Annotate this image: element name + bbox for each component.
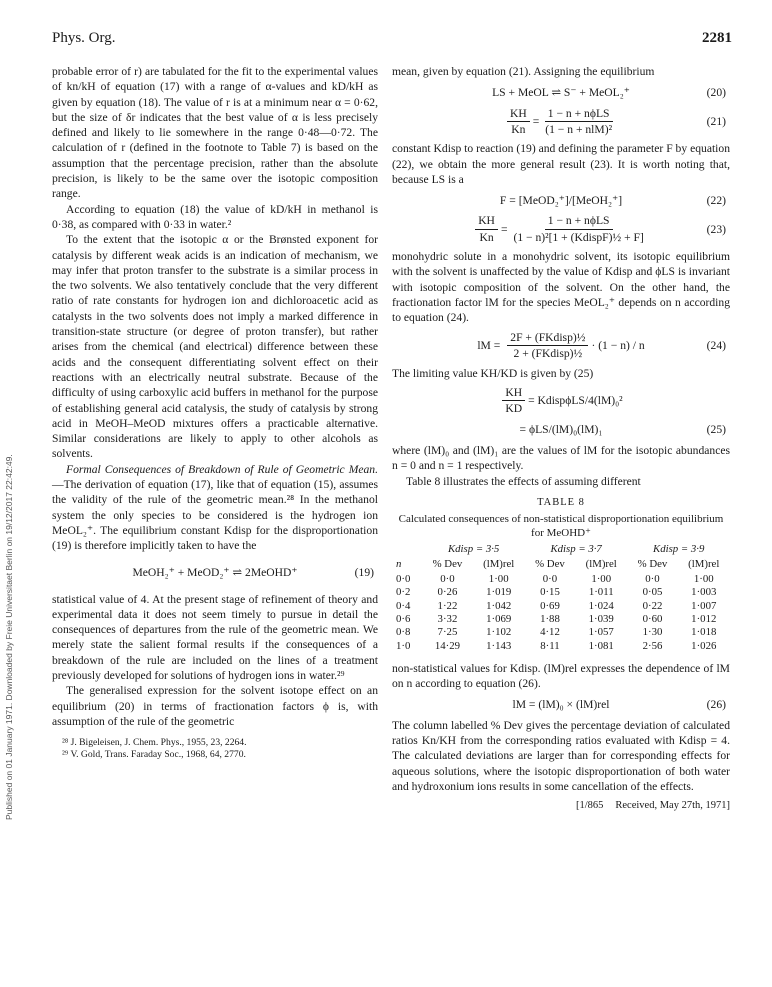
equation-number: (20)	[706, 85, 726, 99]
table-row	[392, 573, 730, 586]
column-header: n	[396, 558, 402, 571]
table-row	[392, 640, 730, 653]
paragraph-text: —The derivation of equation (17), like that of equation (15), assumes the validity of the rule of the geometric mean.²⁸ In the methanol system the only species to be considered is the hydrogen ion MeOL₂⁺. The equilibrium constant Kdisp for the disproportionation (19) is therefore implicitly taken to have the	[52, 478, 378, 553]
table-cell: 0·22	[642, 599, 663, 612]
paragraph: mean, given by equation (21). Assigning the equilibrium	[392, 65, 655, 78]
download-notice: Published on 01 January 1971. Downloaded by Freie Universitaet Berlin on 19/12/2017 22:42:49.	[4, 454, 14, 820]
table-cell: 1·88	[540, 612, 560, 625]
numerator: 2F + (FKdisp)½	[507, 330, 588, 346]
table-cell: 1·0	[396, 639, 411, 652]
equation-tail: · (1 − n) / n	[591, 339, 645, 353]
table-row	[392, 600, 730, 613]
paragraph: According to equation (18) the value of kD/kH in methanol is 0·38, as compared with 0·33 in water.²	[52, 202, 378, 231]
column-header: % Dev	[535, 558, 565, 571]
equation-expression: MeOH₂⁺ + MeOD₂⁺ ⇌ 2MeOHD⁺	[132, 565, 298, 579]
equation-19	[52, 564, 378, 582]
equation-expression: LS + MeOL ⇌ S⁻ + MeOL₂⁺	[492, 85, 630, 99]
paragraph: statistical value of 4. At the present stage of refinement of theory and experimental data it does not seem timely to pursue in detail the consequences of departures from the rule of the geometric mean. We merely state the salient formal results if the consequences of a breakdown of the rule are included on the lines of a treatment previously developed for solutions of hydrogen ions in water.²⁹	[52, 592, 378, 682]
column-header: (lM)rel	[688, 558, 720, 571]
table-cell: 1·22	[437, 599, 458, 612]
paragraph: where (lM)₀ and (lM)₁ are the values of lM for the isotopic abundances n = 0 and n = 1 respectively.	[392, 443, 730, 473]
table-cell: 1·00	[693, 572, 714, 585]
table-caption: Calculated consequences of non-statistical disproportionation equilibrium for MeOHD⁺	[398, 513, 724, 540]
table-cell: 1·081	[588, 639, 614, 652]
equation-number: (19)	[354, 565, 374, 579]
table-cell: 1·00	[591, 572, 612, 585]
equation-number: (21)	[706, 114, 726, 128]
page-number: 2281	[702, 30, 732, 46]
column-header: % Dev	[432, 558, 463, 571]
paragraph: probable error of r) are tabulated for the fit to the experimental values of kn/kH of equation (17) with a range of α-values and kD/kH as given by equation (18). The value of r is at a minimum near α = 0·62, but the size of δr indicates that the best value of α is less precisely defined and likely to lie somewhere in the range 0·48—0·72. The calculation of r (defined in the footnote to Table 7) is based on the assumption that the percentage precision, rather than the absolute precision, is likely to be the same over the isotopic composition range.	[52, 65, 378, 201]
table-cell: 0·8	[396, 626, 411, 639]
denominator: (1 − n + nlM)²	[545, 122, 613, 136]
table-row	[392, 626, 730, 639]
denominator: KD	[505, 402, 523, 416]
denominator: 2 + (FKdisp)½	[513, 347, 583, 361]
equation-22	[392, 191, 730, 209]
equation-rhs: = KdispϕLS/4(lM)₀²	[528, 394, 623, 408]
equation-number: (22)	[706, 193, 726, 207]
table-row	[392, 586, 730, 599]
column-header: (lM)rel	[585, 558, 617, 571]
table-cell: 0·4	[396, 599, 411, 612]
footnote: ²⁸ J. Bigeleisen, J. Chem. Phys., 1955, 23, 2264.	[62, 737, 247, 749]
equation-rhs: = ϕLS/(lM)₀(lM)₁	[519, 423, 603, 437]
running-header	[52, 30, 732, 50]
table-cell: 1·018	[691, 626, 717, 639]
manuscript-ref: [1/865	[575, 800, 604, 812]
table-column-header	[392, 557, 730, 572]
table-cell: 0·26	[437, 586, 458, 599]
numerator: 1 − n + nϕLS	[545, 213, 613, 229]
equation-expression: F = [MeOD₂⁺]/[MeOH₂⁺]	[499, 193, 623, 207]
table-cell: 1·026	[691, 639, 717, 652]
fraction	[542, 106, 615, 138]
paragraph	[52, 462, 378, 554]
fraction	[507, 330, 588, 362]
table-cell: 1·30	[642, 626, 663, 639]
equation-expression: lM = (lM)₀ × (lM)rel	[512, 698, 610, 712]
received-date: Received, May 27th, 1971]	[615, 800, 730, 812]
equation-23: $\frac{KH}{Kn}$ = $\frac{\text{1 − n + nϕLS}}{\text{(1 − n)²[1 + (KdispF)½ + F]}}$ (23)	[392, 213, 730, 245]
equation-number: (25)	[706, 423, 726, 437]
paragraph: To the extent that the isotopic α or the Brønsted exponent for catalysis by different weak acids is an indication of mechanism, we may infer that proton transfer to the substrate is a similar process in the two solvents. We also tentatively conclude that the very different ratio of rate constants for hydrogen ion and dichloroacetic acid as catalysts in the two solvents does not imply a marked difference in transition-state structure (or degree of proton transfer), but rather arises from the chemical (and electrical) difference between these acids and the consequent differentiating solvent effect on their reactions with an electrically neutral substrate. Because of the difficulty of using carboxylic acid buffers in methanol for the purpose of establishing general acid catalysis, the study of catalysis by strong acid in MeOH–MeOD mixtures offers a practicable alternative. Similar considerations are likely to apply to other alcohols as solvents.	[52, 233, 378, 461]
equation-25-cont	[392, 421, 730, 439]
table-cell: 1·007	[691, 599, 717, 612]
equation-number: (26)	[706, 698, 726, 712]
table-cell: 1·011	[588, 586, 614, 599]
equation-lhs: lM =	[477, 339, 501, 353]
table-group-header	[392, 542, 730, 557]
table-cell: 3·32	[437, 612, 458, 625]
equation-21: $\frac{KH}{Kn}$ = $\frac{\text{1 − n + nϕLS}}{\text{(1 − n + nlM)²}}$ (21)	[392, 105, 730, 137]
numerator: KH	[502, 385, 525, 401]
equation-25	[392, 385, 730, 417]
denominator: Kn	[511, 122, 526, 136]
paragraph: The generalised expression for the solvent isotope effect on an equilibrium (20) in terms of fractionation factors ϕ is, with assumption of the rule of the geometric	[52, 684, 378, 728]
table-cell: 0·2	[396, 586, 411, 599]
table-cell: 0·0	[542, 572, 558, 585]
table-cell: 1·143	[486, 639, 512, 652]
group-header: Kdisp = 3·5	[447, 543, 500, 556]
table-cell: 0·15	[540, 586, 560, 599]
table-cell: 14·29	[434, 639, 461, 652]
footnotes	[52, 737, 378, 761]
left-column	[52, 64, 378, 761]
equation-20	[392, 83, 730, 101]
table-cell: 1·039	[588, 612, 614, 625]
group-header: Kdisp = 3·7	[550, 543, 602, 556]
table-cell: 1·00	[488, 572, 509, 585]
section-heading: Formal Consequences of Breakdown of Rule of Geometric Mean.	[66, 462, 378, 476]
table-cell: 4·12	[540, 626, 560, 639]
equation-number: (24)	[706, 339, 726, 353]
table-cell: 1·057	[588, 626, 614, 639]
paragraph: constant Kdisp to reaction (19) and defining the parameter F by equation (22), we obtain the more general result (23). It is worth noting that, because LS is a	[392, 142, 730, 186]
table-cell: 7·25	[437, 626, 458, 639]
fraction	[507, 106, 530, 138]
equation-26	[392, 696, 730, 714]
table-cell: 1·003	[691, 586, 717, 599]
table-cell: 0·69	[540, 599, 560, 612]
table-cell: 1·012	[691, 612, 717, 625]
table-cell: 1·042	[486, 599, 512, 612]
fraction	[502, 385, 525, 417]
denominator: (1 − n)²[1 + (KdispF)½ + F]	[513, 230, 644, 244]
paragraph: Table 8 illustrates the effects of assuming different	[406, 474, 641, 488]
denominator: Kn	[479, 230, 494, 244]
table-cell: 1·069	[486, 612, 512, 625]
group-header: Kdisp = 3·9	[653, 543, 705, 556]
table-8	[392, 542, 730, 653]
equation-24	[392, 330, 730, 362]
received-line	[392, 798, 730, 813]
table-cell: 0·0	[396, 572, 411, 585]
right-column	[392, 64, 730, 814]
numerator: KH	[507, 106, 530, 122]
table-cell: 8·11	[540, 639, 560, 652]
table-cell: 0·0	[440, 572, 455, 585]
table-cell: 1·019	[486, 586, 512, 599]
fraction	[475, 213, 498, 245]
table-cell: 2·56	[642, 639, 663, 652]
paragraph: The limiting value KH/KD is given by (25)	[392, 366, 594, 380]
column-header: % Dev	[637, 558, 668, 571]
table-cell: 1·024	[588, 599, 614, 612]
numerator: KH	[475, 213, 498, 229]
table-row	[392, 613, 730, 626]
table-cell: 0·6	[396, 612, 411, 625]
table-cell: 0·0	[645, 572, 660, 585]
equation-number: (23)	[706, 222, 726, 236]
footnote: ²⁹ V. Gold, Trans. Faraday Soc., 1968, 64, 2770.	[62, 749, 246, 761]
numerator: 1 − n + nϕLS	[545, 106, 613, 122]
table-cell: 0·05	[642, 586, 663, 599]
paragraph: monohydric solute in a monohydric solvent, its isotopic equilibrium with the solvent is unaffected by the value of Kdisp and ϕLS is invariant with isotopic composition of the solvent. On the other hand, the fractionation factor lM for the species MeOL₂⁺ depends on n according to equation (24).	[392, 250, 730, 325]
journal-name: Phys. Org.	[52, 30, 116, 46]
table-cell: 0·60	[642, 612, 663, 625]
paragraph: non-statistical values for Kdisp. (lM)rel expresses the dependence of lM on n according to equation (26).	[392, 662, 730, 691]
fraction	[510, 213, 646, 245]
table-title: TABLE 8	[537, 496, 585, 508]
paragraph: The column labelled % Dev gives the percentage deviation of calculated ratios Kn/KH from the corresponding ratios evaluated with Kdisp = 4. The calculated deviations are larger than for corresponding effects for aqueous solutions, where the isotopic disproportionation of both water and hydroxonium ions results in some cancellation of the effects.	[392, 718, 730, 793]
column-header: (lM)rel	[483, 558, 515, 571]
table-cell: 1·102	[486, 626, 512, 639]
